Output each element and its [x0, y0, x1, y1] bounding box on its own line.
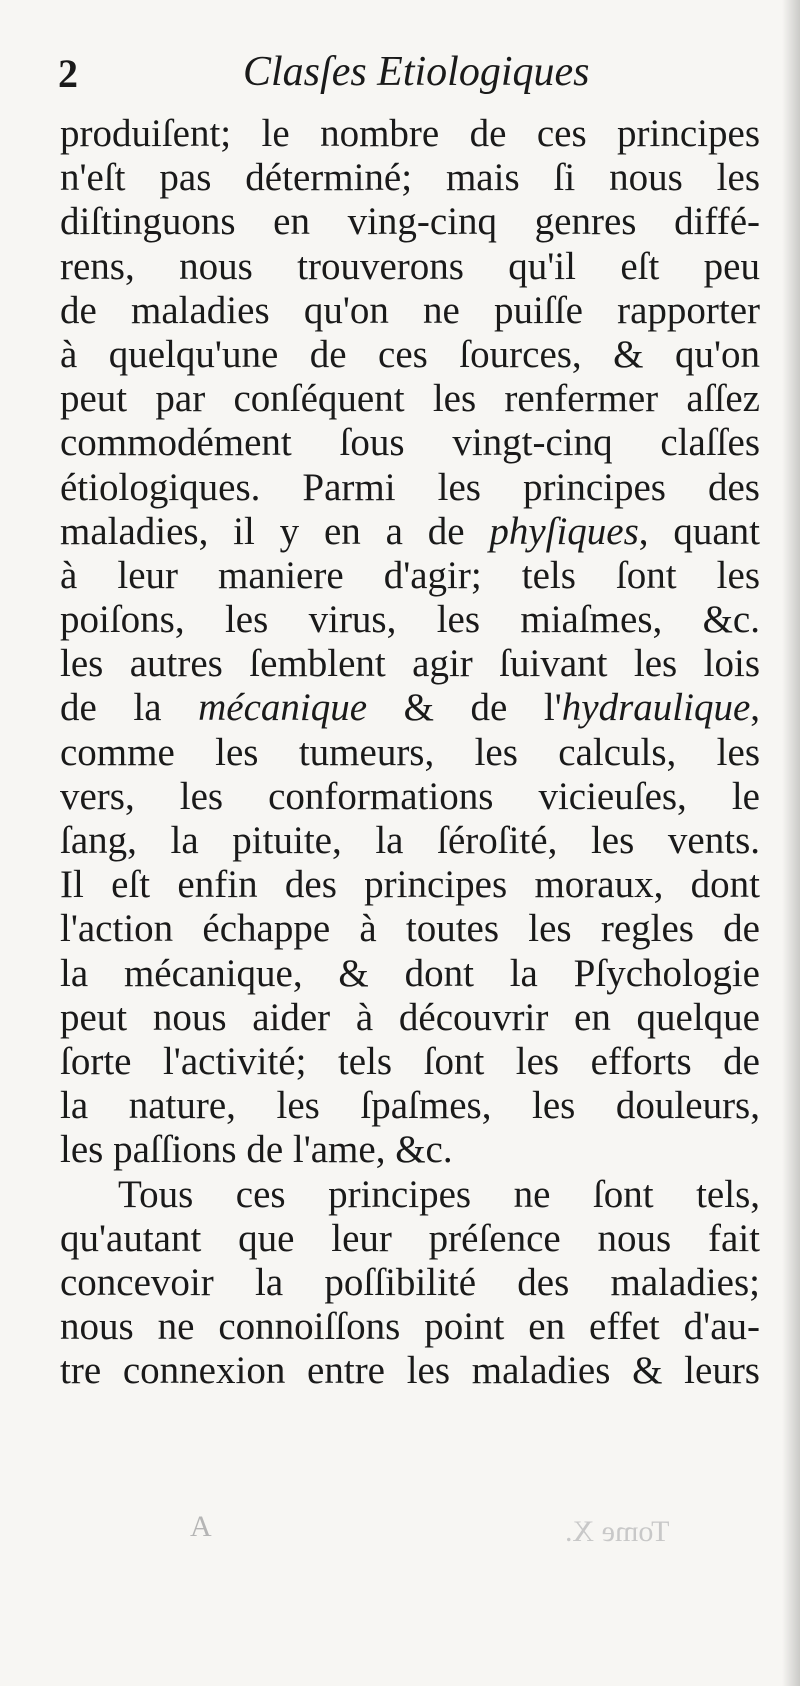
text-line: peut par conſéquent les renfermer aſſez: [60, 377, 760, 421]
running-head: [58, 48, 758, 108]
text-fragment: maladies, il y en a de: [60, 509, 490, 553]
running-title: Clasſes Etiologiques: [243, 49, 590, 95]
text-line: les autres ſemblent agir ſuivant les lois: [60, 642, 760, 686]
text-line-with-italic: [60, 686, 760, 730]
signature-mark: A: [190, 1510, 212, 1543]
text-line: ſorte l'activité; tels ſont les efforts de: [60, 1039, 760, 1083]
text-line: à quelqu'une de ces ſources, & qu'on: [60, 332, 760, 376]
bleed-through-text: Tome X.: [565, 1515, 670, 1548]
text-fragment: , quant: [638, 509, 761, 553]
text-line: diſtinguons en ving-cinq genres diffé-: [60, 200, 760, 244]
page-gutter-shadow: [782, 0, 800, 1686]
text-line: concevoir la poſſibilité des maladies;: [60, 1260, 760, 1304]
text-line: de maladies qu'on ne puiſſe rapporter: [60, 288, 760, 332]
text-line: tre connexion entre les maladies & leurs: [60, 1349, 760, 1393]
page-number: 2: [58, 51, 78, 96]
text-line: étiologiques. Parmi les principes des: [60, 465, 760, 509]
text-line: rens, nous trouverons qu'il eſt peu: [60, 244, 760, 288]
text-line: la nature, les ſpaſmes, les douleurs,: [60, 1084, 760, 1128]
text-line: la mécanique, & dont la Pſychologie: [60, 951, 760, 995]
italic-term-hydraulique: hydraulique: [561, 686, 751, 730]
italic-term-mecanique: mécanique: [198, 686, 368, 730]
text-line: poiſons, les virus, les miaſmes, &c.: [60, 598, 760, 642]
text-line: vers, les conformations vicieuſes, le: [60, 774, 760, 818]
text-fragment: de la: [60, 686, 199, 730]
text-line-paragraph-end: les paſſions de l'ame, &c.: [60, 1128, 453, 1172]
text-body: [60, 112, 760, 1393]
text-line: ſang, la pituite, la ſéroſité, les vents.: [60, 819, 760, 862]
text-line: n'eſt pas déterminé; mais ſi nous les: [60, 156, 760, 200]
text-line-with-italic: [60, 510, 760, 554]
italic-term-physiques: phyſiques: [489, 509, 639, 553]
text-line: peut nous aider à découvrir en quelque: [60, 995, 760, 1039]
text-fragment: ,: [750, 686, 760, 730]
text-line: Il eſt enfin des principes moraux, dont: [60, 863, 760, 907]
text-fragment: & de l': [367, 686, 562, 730]
text-line: commodément ſous vingt-cinq claſſes: [60, 421, 760, 465]
text-line: produiſent; le nombre de ces principes: [60, 112, 760, 155]
text-line: qu'autant que leur préſence nous fait: [60, 1216, 760, 1260]
text-line: comme les tumeurs, les calculs, les: [60, 730, 760, 774]
text-line: nous ne connoiſſons point en effet d'au-: [60, 1305, 760, 1349]
text-line: l'action échappe à toutes les regles de: [60, 907, 760, 951]
text-line-paragraph-start: Tous ces principes ne ſont tels,: [118, 1172, 760, 1216]
text-line: à leur maniere d'agir; tels ſont les: [60, 553, 760, 597]
